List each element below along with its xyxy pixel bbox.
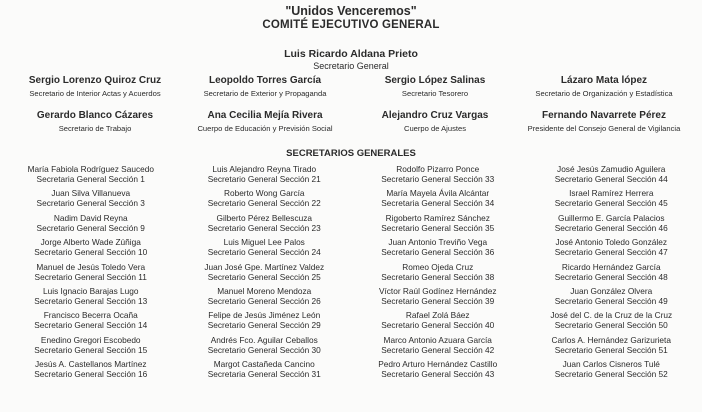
- secretary-section: Secretario General Sección 36: [381, 247, 495, 258]
- section-title: SECRETARIOS GENERALES: [286, 148, 416, 159]
- secretary-name: José Antonio Toledo González: [555, 237, 667, 248]
- secretary-section: Secretario General Sección 44: [554, 174, 668, 184]
- secretary-section: Secretario General Sección 39: [381, 295, 495, 306]
- secretary-section: Secretario General Sección 15: [34, 344, 148, 355]
- secretary-name: Felipe de Jesús Jiménez León: [208, 310, 321, 321]
- secretary-section: Secretario General Sección 3: [36, 198, 145, 209]
- secretary-entry: [525, 262, 699, 286]
- secretary-name: María Mayela Ávila Alcántar: [386, 188, 490, 199]
- slogan: "Unidos Venceremos": [285, 4, 417, 18]
- secretary-section: Secretario General Sección 29: [207, 320, 321, 331]
- secretary-entry: [351, 359, 525, 383]
- secretary-section: Secretario General Sección 45: [554, 198, 668, 209]
- secretary-section: Secretario General Sección 43: [381, 369, 495, 380]
- officer-block: [354, 110, 516, 133]
- secretary-entry: [351, 286, 525, 310]
- secretary-entry: [525, 213, 699, 237]
- secretary-section: Secretario General Sección 21: [207, 174, 321, 184]
- secretary-name: Juan Silva Villanueva: [51, 188, 131, 199]
- secretary-entry: [351, 188, 525, 212]
- secretary-name: Jorge Alberto Wade Zúñiga: [40, 237, 141, 248]
- secretary-entry: [178, 335, 352, 359]
- secretary-name: Ricardo Hernández García: [561, 261, 661, 272]
- secretary-entry: [178, 310, 352, 334]
- secretary-section: Secretario General Sección 16: [34, 369, 148, 380]
- secretary-name: Rigoberto Ramírez Sánchez: [385, 212, 490, 223]
- secretary-entry: [351, 384, 525, 408]
- secretary-name: Luis Ignacio Barajas Lugo: [43, 285, 139, 296]
- secretary-section: Secretario General Sección 11: [34, 271, 147, 282]
- secretary-name: Juan Antonio Treviño Vega: [388, 237, 488, 248]
- secretary-name: Nadim David Reyna: [53, 212, 128, 223]
- secretary-name: Manuel de Jesús Toledo Vera: [36, 261, 146, 272]
- officer-title: Secretario Tesorero: [401, 89, 469, 98]
- officer-title: Presidente del Consejo General de Vigilancia: [527, 124, 681, 133]
- secretary-entry: [525, 310, 699, 334]
- secretary-general-title: Secretario General: [313, 61, 389, 71]
- secretary-section: Secretario General Sección 35: [381, 222, 495, 233]
- committee-title: COMITÉ EJECUTIVO GENERAL: [262, 19, 440, 31]
- officer-title: Secretario de Interior Actas y Acuerdos: [29, 89, 161, 98]
- secretary-section: Secretario General Sección 51: [554, 344, 668, 355]
- secretary-name: Rafael Zolá Báez: [405, 310, 470, 321]
- officer-block: [520, 110, 688, 133]
- secretary-entry: [4, 262, 178, 286]
- secretary-entry: [525, 286, 699, 310]
- secretary-name: Marco Antonio Azuara García: [383, 334, 492, 345]
- secretary-section: Secretaria General Sección 1: [36, 174, 145, 184]
- secretary-entry: [351, 213, 525, 237]
- officer-block: [14, 110, 176, 133]
- secretary-entry: [351, 335, 525, 359]
- secretary-section: Secretario General Sección 30: [207, 344, 321, 355]
- secretary-entry: [4, 237, 178, 261]
- secretary-entry: [178, 188, 352, 212]
- officer-title: Cuerpo de Educación y Previsión Social: [197, 124, 333, 133]
- officer-name: Sergio López Salinas: [384, 75, 486, 86]
- secretary-section: Secretario General Sección 52: [554, 369, 668, 380]
- secretary-name: Israel Ramírez Herrera: [569, 188, 654, 199]
- secretary-name: Manuel Moreno Mendoza: [217, 285, 312, 296]
- secretary-section: Secretario General Sección 47: [554, 247, 668, 258]
- secretary-name: Luis Miguel Lee Palos: [223, 237, 305, 248]
- secretary-section: Secretario General Sección 14: [34, 320, 148, 331]
- secretary-name: Luis Alejandro Reyna Tirado: [212, 164, 317, 174]
- secretary-entry: [178, 262, 352, 286]
- secretary-entry: [525, 359, 699, 383]
- secretary-entry: [351, 237, 525, 261]
- secretary-section: Secretaria General Sección 34: [381, 198, 495, 209]
- secretary-name: Víctor Raúl Godínez Hernández: [378, 285, 497, 296]
- officer-block: [520, 75, 688, 98]
- secretary-entry: [525, 335, 699, 359]
- secretary-name: Gilberto Pérez Bellescuza: [216, 212, 312, 223]
- secretary-entry: [178, 164, 352, 188]
- secretary-entry: [178, 359, 352, 383]
- secretary-entry: [351, 164, 525, 188]
- officer-block: [184, 75, 346, 98]
- secretary-entry: [178, 237, 352, 261]
- secretary-section: Secretario General Sección 38: [381, 271, 495, 282]
- secretary-entry: [178, 213, 352, 237]
- secretary-entry: [4, 310, 178, 334]
- secretary-name: Roberto Wong García: [223, 188, 305, 199]
- officer-block: [354, 75, 516, 98]
- secretary-name: Carlos A. Hernández Garizurieta: [551, 334, 671, 345]
- secretary-entry: [351, 262, 525, 286]
- secretary-section: Secretario General Sección 46: [554, 222, 668, 233]
- secretary-section: Secretario General Sección 9: [36, 222, 145, 233]
- secretary-section: Secretaria General Sección 31: [207, 369, 321, 380]
- secretary-entry: [178, 384, 352, 408]
- officer-name: Alejandro Cruz Vargas: [381, 110, 489, 121]
- secretary-section: Secretario General Sección 40: [381, 320, 495, 331]
- secretary-name: Rodolfo Pizarro Ponce: [396, 164, 480, 174]
- secretary-name: Romeo Ojeda Cruz: [402, 261, 474, 272]
- officer-title: Secretario de Exterior y Propaganda: [203, 89, 327, 98]
- secretary-entry: [4, 286, 178, 310]
- secretary-entry: [4, 335, 178, 359]
- secretary-section: Secretario General Sección 25: [207, 271, 321, 282]
- secretary-section: Secretario General Sección 13: [34, 295, 148, 306]
- secretary-section: Secretario General Sección 10: [34, 247, 148, 258]
- officer-name: Ana Cecilia Mejía Rivera: [207, 110, 323, 121]
- secretary-entry: [4, 213, 178, 237]
- secretary-section: Secretario General Sección 42: [381, 344, 495, 355]
- secretary-name: Guillermo E. García Palacios: [557, 212, 665, 223]
- secretary-name: Margot Castañeda Cancino: [213, 359, 315, 370]
- officer-name: Fernando Navarrete Pérez: [542, 110, 666, 121]
- secretary-section: Secretario General Sección 49: [554, 295, 668, 306]
- officer-name: Leopoldo Torres García: [208, 75, 322, 86]
- secretary-name: Andrés Fco. Aguilar Ceballos: [210, 334, 318, 345]
- secretary-name: José Jesús Zamudio Aguilera: [557, 164, 666, 174]
- secretary-name: María Fabiola Rodríguez Saucedo: [27, 164, 154, 174]
- secretary-section: Secretario General Sección 22: [207, 198, 321, 209]
- officer-block: [14, 75, 176, 98]
- secretary-section: Secretario General Sección 24: [207, 247, 321, 258]
- officer-title: Secretario de Organización y Estadística: [535, 89, 673, 98]
- secretary-entry: [4, 164, 178, 188]
- secretaries-grid: [4, 164, 698, 408]
- officer-name: Gerardo Blanco Cázares: [36, 110, 154, 121]
- secretary-section: Secretario General Sección 23: [207, 222, 321, 233]
- secretary-entry: [351, 310, 525, 334]
- secretary-name: Juan González Olvera: [570, 285, 653, 296]
- officer-name: Lázaro Mata lópez: [560, 75, 648, 86]
- secretary-entry: [4, 359, 178, 383]
- secretary-section: Secretario General Sección 48: [554, 271, 668, 282]
- secretary-name: Enedino Gregori Escobedo: [40, 334, 141, 345]
- secretary-entry: [178, 286, 352, 310]
- officer-name: Sergio Lorenzo Quiroz Cruz: [28, 75, 162, 86]
- secretary-entry: [525, 188, 699, 212]
- secretary-name: Juan Carlos Cisneros Tulé: [562, 359, 660, 370]
- secretary-name: Francisco Becerra Ocaña: [43, 310, 138, 321]
- secretary-section: Secretario General Sección 50: [554, 320, 668, 331]
- secretary-entry: [4, 384, 178, 408]
- secretary-section: Secretario General Sección 33: [381, 174, 495, 184]
- secretary-entry: [525, 237, 699, 261]
- secretary-name: Juan José Gpe. Martínez Valdez: [204, 261, 325, 272]
- secretary-name: Jesús A. Castellanos Martínez: [34, 359, 147, 370]
- secretary-section: Secretario General Sección 26: [207, 295, 321, 306]
- secretary-general-name: Luis Ricardo Aldana Prieto: [284, 48, 418, 60]
- secretary-name: José del C. de la Cruz de la Cruz: [550, 310, 673, 321]
- secretary-name: Pedro Arturo Hernández Castillo: [378, 359, 498, 370]
- secretary-entry: [4, 188, 178, 212]
- secretary-entry: [525, 164, 699, 188]
- secretary-entry: [525, 384, 699, 408]
- officer-title: Cuerpo de Ajustes: [403, 124, 467, 133]
- officer-block: [184, 110, 346, 133]
- officer-title: Secretario de Trabajo: [58, 124, 132, 133]
